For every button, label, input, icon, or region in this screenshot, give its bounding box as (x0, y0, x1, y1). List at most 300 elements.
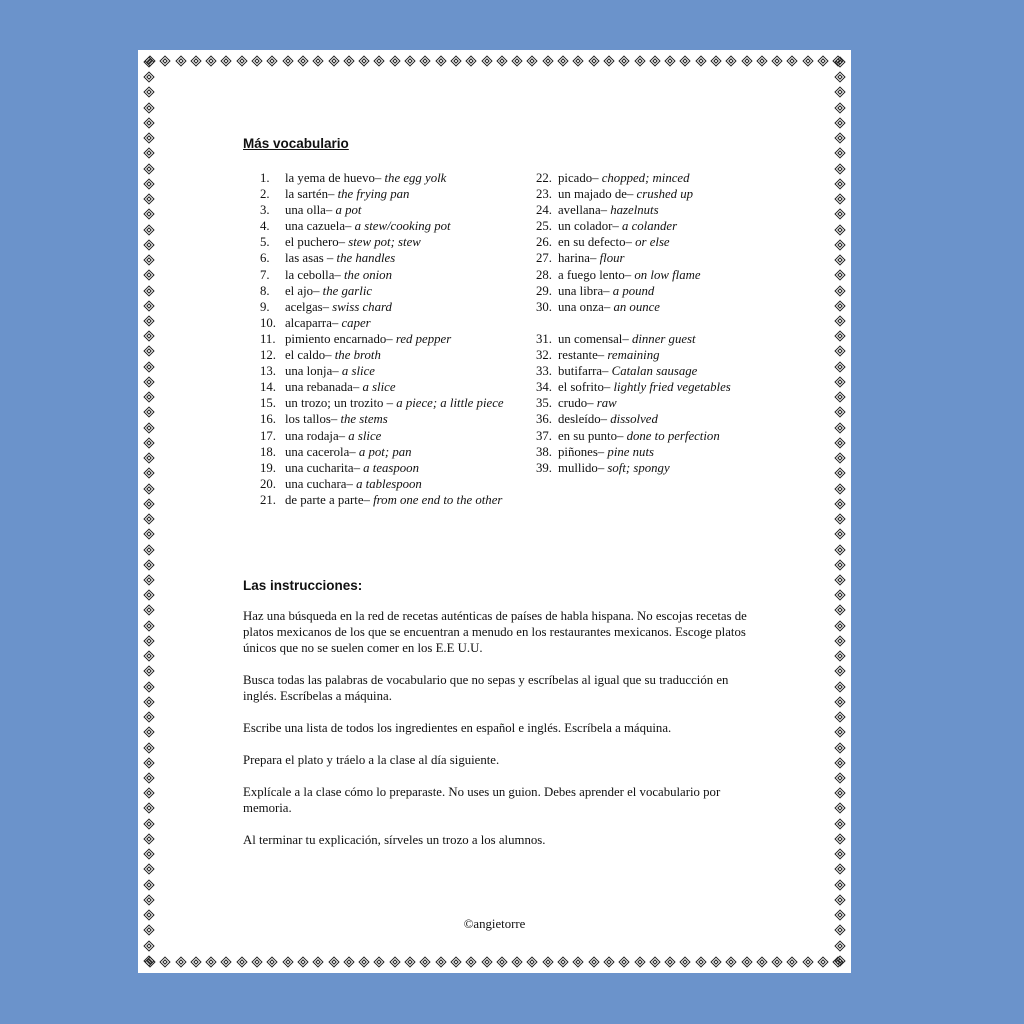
border-ornament-icon (834, 468, 845, 479)
border-ornament-icon (649, 956, 660, 967)
vocab-item (260, 267, 510, 283)
vocab-number: 22. (536, 171, 552, 185)
vocab-entry (285, 186, 510, 202)
vocab-entry (558, 186, 766, 202)
vocab-spanish: un majado de– (558, 187, 634, 202)
border-ornament-icon (834, 849, 845, 860)
border-top (146, 54, 843, 68)
vocab-number: 16. (260, 412, 276, 427)
vocab-item (260, 202, 510, 218)
border-ornament-icon (834, 696, 845, 707)
vocab-number: 29. (536, 283, 552, 298)
vocab-english: lightly fried vegetables (613, 380, 731, 395)
vocab-item (260, 234, 510, 250)
border-ornament-icon (680, 55, 691, 66)
border-ornament-icon (143, 605, 154, 616)
vocab-spanish: acelgas– (285, 299, 330, 314)
border-ornament-icon (175, 55, 186, 66)
border-ornament-icon (221, 55, 232, 66)
border-ornament-icon (834, 209, 845, 220)
border-ornament-icon (834, 72, 845, 83)
border-ornament-icon (834, 239, 845, 250)
border-ornament-icon (664, 956, 675, 967)
border-ornament-icon (834, 56, 845, 67)
vocab-english: a piece; a little piece (396, 396, 504, 411)
border-ornament-icon (834, 605, 845, 616)
border-ornament-icon (143, 102, 154, 113)
vocab-group-right-a (536, 170, 766, 315)
vocab-entry (558, 283, 766, 299)
vocab-spanish: un colador– (558, 219, 619, 234)
border-ornament-icon (834, 391, 845, 402)
border-ornament-icon (527, 956, 538, 967)
border-ornament-icon (206, 55, 217, 66)
vocab-entry (285, 444, 510, 460)
border-ornament-icon (282, 956, 293, 967)
vocab-entry (558, 331, 766, 347)
vocab-english: pine nuts (607, 444, 654, 459)
border-ornament-icon (710, 956, 721, 967)
vocab-english: a tablespoon (356, 476, 422, 491)
vocab-number: 27. (536, 251, 552, 266)
border-ornament-icon (143, 620, 154, 631)
vocab-entry (558, 395, 766, 411)
vocab-item (536, 299, 766, 315)
border-ornament-icon (143, 803, 154, 814)
border-ornament-icon (143, 178, 154, 189)
border-ornament-icon (496, 55, 507, 66)
vocab-english: on low flame (634, 267, 701, 282)
border-ornament-icon (143, 331, 154, 342)
vocab-number: 1. (260, 171, 270, 185)
border-ornament-icon (802, 956, 813, 967)
vocab-item (260, 299, 510, 315)
border-ornament-icon (834, 529, 845, 540)
vocab-number: 13. (260, 364, 276, 379)
vocab-column-left (260, 170, 510, 508)
vocab-item (260, 170, 510, 186)
border-ornament-icon (420, 956, 431, 967)
vocab-spanish: las asas – (285, 251, 334, 266)
vocab-number: 30. (536, 299, 552, 314)
border-ornament-icon (787, 956, 798, 967)
vocab-number: 34. (536, 380, 552, 395)
vocab-item (536, 444, 766, 460)
border-ornament-icon (435, 55, 446, 66)
border-ornament-icon (143, 559, 154, 570)
vocab-item (260, 492, 510, 508)
border-ornament-icon (588, 956, 599, 967)
vocab-english: an ounce (613, 299, 660, 314)
vocab-number: 37. (536, 428, 552, 443)
vocab-spanish: una olla– (285, 203, 333, 218)
border-ornament-icon (143, 468, 154, 479)
border-ornament-icon (389, 55, 400, 66)
border-ornament-icon (481, 55, 492, 66)
border-ornament-icon (143, 574, 154, 585)
vocab-spanish: la cebolla– (285, 267, 341, 282)
vocab-number: 24. (536, 203, 552, 218)
vocab-entry (558, 299, 766, 315)
border-ornament-icon (634, 55, 645, 66)
vocab-spanish: en su defecto– (558, 235, 632, 250)
vocab-english: remaining (607, 348, 660, 363)
vocab-english: dinner guest (631, 331, 696, 346)
vocab-item (260, 460, 510, 476)
vocab-item (536, 460, 766, 476)
border-ornament-icon (143, 239, 154, 250)
vocab-spanish: pimiento encarnado– (285, 331, 393, 346)
border-ornament-icon (834, 803, 845, 814)
vocab-entry (285, 331, 510, 347)
vocab-entry (285, 170, 510, 186)
border-ornament-icon (143, 361, 154, 372)
border-ornament-icon (834, 148, 845, 159)
vocab-english: a teaspoon (363, 460, 419, 475)
border-ornament-icon (143, 833, 154, 844)
border-ornament-icon (834, 955, 845, 966)
vocab-group-right-b (536, 331, 766, 476)
vocab-spanish: una lonja– (285, 364, 339, 379)
vocab-english: from one end to the other (373, 492, 503, 507)
border-ornament-icon (143, 407, 154, 418)
border-ornament-icon (619, 55, 630, 66)
vocab-number: 25. (536, 219, 552, 234)
border-ornament-icon (834, 666, 845, 677)
vocab-spanish: una libra– (558, 283, 610, 298)
border-ornament-icon (143, 529, 154, 540)
border-ornament-icon (143, 209, 154, 220)
vocab-english: a stew/cooking pot (354, 219, 451, 234)
vocab-english: done to perfection (626, 428, 720, 443)
vocab-spanish: el sofrito– (558, 380, 611, 395)
vocab-entry (558, 379, 766, 395)
vocab-number: 14. (260, 380, 276, 395)
border-ornament-icon (834, 163, 845, 174)
vocab-english: the broth (334, 348, 381, 363)
border-ornament-icon (834, 483, 845, 494)
border-ornament-icon (420, 55, 431, 66)
border-ornament-icon (190, 956, 201, 967)
vocab-item (260, 186, 510, 202)
vocab-number: 28. (536, 267, 552, 282)
border-ornament-icon (343, 55, 354, 66)
vocab-spanish: un comensal– (558, 331, 629, 346)
border-ornament-icon (297, 55, 308, 66)
border-ornament-icon (466, 956, 477, 967)
border-ornament-icon (143, 879, 154, 890)
vocab-column-right (536, 170, 766, 476)
vocab-entry (285, 460, 510, 476)
border-ornament-icon (143, 772, 154, 783)
border-ornament-icon (450, 956, 461, 967)
border-ornament-icon (741, 956, 752, 967)
border-ornament-icon (726, 55, 737, 66)
vocab-entry (558, 170, 766, 186)
border-ornament-icon (542, 956, 553, 967)
vocab-english: a pot (335, 203, 362, 218)
border-ornament-icon (358, 55, 369, 66)
border-ornament-icon (251, 956, 262, 967)
border-ornament-icon (190, 55, 201, 66)
vocab-item (536, 202, 766, 218)
border-ornament-icon (143, 270, 154, 281)
vocab-english: soft; spongy (607, 460, 670, 475)
vocab-english: a slice (348, 428, 382, 443)
vocab-number: 35. (536, 396, 552, 411)
border-ornament-icon (834, 452, 845, 463)
instruction-paragraph: Haz una búsqueda en la red de recetas auténticas de países de habla hispana. No escojas recetas de platos mexicanos de los que se encuentran a menudo en los restaurantes mexicanos. Escoge platos únicos que no se suelen comer en los E.E U.U. (243, 609, 747, 655)
border-ornament-icon (143, 864, 154, 875)
border-ornament-icon (834, 727, 845, 738)
border-ornament-icon (834, 818, 845, 829)
vocab-number: 39. (536, 460, 552, 475)
border-ornament-icon (143, 711, 154, 722)
vocab-spanish: picado– (558, 171, 599, 185)
border-ornament-icon (557, 956, 568, 967)
border-ornament-icon (834, 331, 845, 342)
border-ornament-icon (834, 590, 845, 601)
border-ornament-icon (236, 55, 247, 66)
vocab-number: 3. (260, 203, 270, 218)
vocab-english: swiss chard (332, 299, 392, 314)
border-ornament-icon (267, 956, 278, 967)
border-ornament-icon (481, 956, 492, 967)
border-ornament-icon (834, 346, 845, 357)
vocab-spanish: desleído– (558, 412, 608, 427)
vocab-entry (285, 202, 510, 218)
border-ornament-icon (664, 55, 675, 66)
border-ornament-icon (741, 55, 752, 66)
vocab-number: 5. (260, 235, 270, 250)
border-ornament-icon (236, 956, 247, 967)
vocab-english: crushed up (636, 187, 694, 202)
border-ornament-icon (834, 87, 845, 98)
border-ornament-icon (787, 55, 798, 66)
vocab-item (260, 428, 510, 444)
vocab-number: 18. (260, 444, 276, 459)
vocab-number: 6. (260, 251, 270, 266)
vocab-spanish: una rodaja– (285, 428, 346, 443)
vocab-english: stew pot; stew (348, 235, 421, 250)
border-ornament-icon (450, 55, 461, 66)
border-ornament-icon (143, 742, 154, 753)
vocab-spanish: los tallos– (285, 412, 338, 427)
vocab-english: the egg yolk (384, 171, 447, 185)
vocab-spanish: una cuchara– (285, 476, 353, 491)
border-ornament-icon (160, 956, 171, 967)
vocab-number: 8. (260, 283, 270, 298)
border-ornament-icon (834, 270, 845, 281)
vocab-item (260, 379, 510, 395)
border-ornament-icon (206, 956, 217, 967)
border-ornament-icon (603, 956, 614, 967)
vocab-english: a slice (362, 380, 396, 395)
border-ornament-icon (588, 55, 599, 66)
vocab-english: the frying pan (337, 187, 410, 202)
border-ornament-icon (573, 55, 584, 66)
instruction-paragraph: Al terminar tu explicación, sírveles un trozo a los alumnos. (243, 833, 546, 847)
border-ornament-icon (834, 285, 845, 296)
border-ornament-icon (834, 894, 845, 905)
border-ornament-icon (143, 346, 154, 357)
border-ornament-icon (834, 133, 845, 144)
vocab-entry (558, 460, 766, 476)
copyright-notice: ©angietorre (463, 917, 526, 931)
border-ornament-icon (834, 879, 845, 890)
vocab-item (536, 411, 766, 427)
vocab-entry (285, 299, 510, 315)
border-ornament-icon (573, 956, 584, 967)
border-ornament-icon (374, 55, 385, 66)
border-ornament-icon (143, 681, 154, 692)
vocab-entry (285, 428, 510, 444)
vocab-spanish: una cacerola– (285, 444, 356, 459)
vocab-entry (285, 379, 510, 395)
border-ornament-icon (834, 407, 845, 418)
border-ornament-icon (143, 940, 154, 951)
vocab-number: 17. (260, 428, 276, 443)
border-ornament-icon (695, 956, 706, 967)
vocab-number: 19. (260, 460, 276, 475)
vocab-number: 26. (536, 235, 552, 250)
border-ornament-icon (619, 956, 630, 967)
border-ornament-icon (143, 590, 154, 601)
vocab-english: hazelnuts (610, 203, 659, 218)
vocab-spanish: el caldo– (285, 348, 332, 363)
vocab-spanish: una rebanada– (285, 380, 360, 395)
vocab-spanish: de parte a parte– (285, 492, 370, 507)
border-ornament-icon (834, 833, 845, 844)
border-ornament-icon (834, 788, 845, 799)
border-ornament-icon (374, 956, 385, 967)
vocab-english: Catalan sausage (611, 364, 698, 379)
border-ornament-icon (328, 55, 339, 66)
vocab-entry (285, 283, 510, 299)
vocab-item (536, 379, 766, 395)
border-ornament-icon (143, 513, 154, 524)
border-ornament-icon (143, 422, 154, 433)
border-ornament-icon (649, 55, 660, 66)
vocab-spanish: harina– (558, 251, 597, 266)
vocab-entry (285, 315, 510, 331)
border-ornament-icon (834, 117, 845, 128)
border-ornament-icon (817, 55, 828, 66)
border-ornament-icon (143, 163, 154, 174)
vocab-item (536, 250, 766, 266)
vocab-english: a pound (612, 283, 655, 298)
vocab-spanish: la yema de huevo– (285, 171, 382, 185)
border-ornament-icon (143, 788, 154, 799)
vocab-list (243, 170, 801, 540)
border-ornament-icon (834, 772, 845, 783)
vocab-spanish: la sartén– (285, 187, 335, 202)
border-ornament-icon (143, 955, 154, 966)
border-ornament-icon (143, 666, 154, 677)
vocab-item (260, 363, 510, 379)
vocab-number: 15. (260, 396, 276, 411)
vocab-number: 7. (260, 267, 270, 282)
border-ornament-icon (143, 391, 154, 402)
border-ornament-icon (143, 437, 154, 448)
border-ornament-icon (511, 55, 522, 66)
vocab-item (536, 218, 766, 234)
vocab-english: the stems (340, 412, 388, 427)
border-ornament-icon (143, 483, 154, 494)
vocab-english: or else (635, 235, 670, 250)
vocab-spanish: alcaparra– (285, 315, 339, 330)
vocab-item (260, 331, 510, 347)
border-ornament-icon (834, 254, 845, 265)
vocab-english: a pot; pan (358, 444, 412, 459)
vocab-item (536, 186, 766, 202)
border-ornament-icon (435, 956, 446, 967)
vocab-spanish: una onza– (558, 299, 611, 314)
vocab-number: 12. (260, 348, 276, 363)
vocab-english: the handles (336, 251, 396, 266)
vocab-number: 36. (536, 412, 552, 427)
vocab-english: a colander (621, 219, 678, 234)
border-ornament-icon (160, 55, 171, 66)
vocab-number: 31. (536, 331, 552, 346)
vocab-english: red pepper (395, 331, 452, 346)
vocab-item (260, 411, 510, 427)
border-ornament-icon (143, 544, 154, 555)
border-ornament-icon (834, 864, 845, 875)
vocab-spanish: una cazuela– (285, 219, 352, 234)
border-ornament-icon (313, 55, 324, 66)
vocab-number: 10. (260, 315, 276, 330)
border-ornament-icon (143, 315, 154, 326)
vocab-entry (558, 234, 766, 250)
border-ornament-icon (756, 55, 767, 66)
border-left (142, 58, 156, 965)
vocab-spanish: butifarra– (558, 364, 609, 379)
border-ornament-icon (834, 620, 845, 631)
vocab-spanish: el ajo– (285, 283, 320, 298)
instructions-heading: Las instrucciones: (243, 578, 363, 593)
vocab-entry (285, 492, 510, 508)
border-ornament-icon (328, 956, 339, 967)
border-ornament-icon (834, 376, 845, 387)
instruction-paragraph: Busca todas las palabras de vocabulario que no sepas y escríbelas al igual que su traducción en inglés. Escríbelas a máquina. (243, 673, 729, 703)
vocab-item (260, 347, 510, 363)
border-ornament-icon (834, 315, 845, 326)
vocab-entry (285, 363, 510, 379)
vocab-number: 4. (260, 219, 270, 234)
vocab-spacer (536, 315, 766, 331)
border-ornament-icon (834, 300, 845, 311)
vocab-number: 32. (536, 348, 552, 363)
border-ornament-icon (834, 224, 845, 235)
border-ornament-icon (834, 559, 845, 570)
border-ornament-icon (834, 361, 845, 372)
border-ornament-icon (143, 224, 154, 235)
border-ornament-icon (527, 55, 538, 66)
vocab-spanish: a fuego lento– (558, 267, 632, 282)
vocab-entry (558, 411, 766, 427)
vocab-spanish: una cucharita– (285, 460, 360, 475)
border-ornament-icon (143, 148, 154, 159)
border-ornament-icon (404, 956, 415, 967)
border-ornament-icon (710, 55, 721, 66)
border-ornament-icon (143, 87, 154, 98)
border-ornament-icon (834, 193, 845, 204)
border-ornament-icon (358, 956, 369, 967)
border-ornament-icon (143, 498, 154, 509)
vocab-english: a slice (341, 364, 375, 379)
vocab-spanish: avellana– (558, 203, 608, 218)
